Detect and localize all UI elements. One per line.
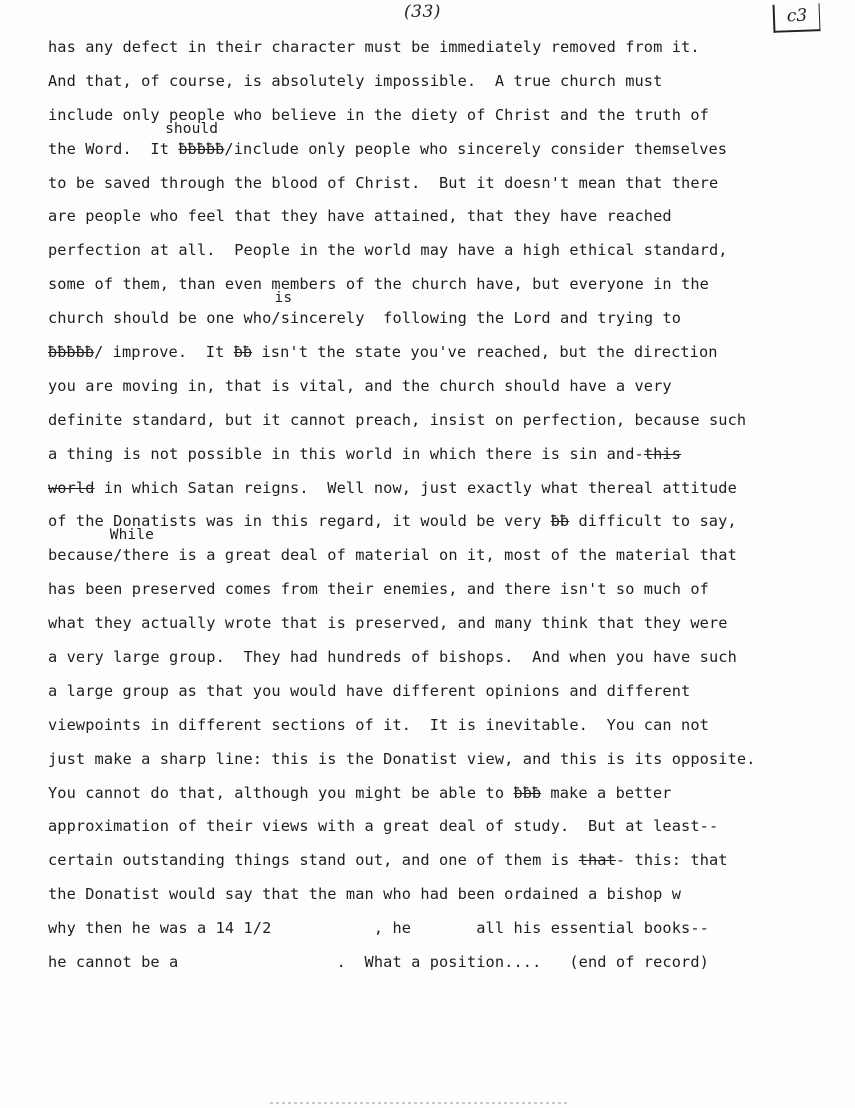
struck-out-text: ƀƀ — [233, 343, 253, 362]
text-line — [48, 475, 838, 509]
text-line — [48, 34, 838, 68]
line-text: just make a sharp line: this is the Donatist view, and this is its opposite. — [48, 749, 756, 768]
text-line — [48, 847, 838, 881]
struck-out-text: ƀƀƀ — [513, 783, 542, 802]
line-text: approximation of their views with a great deal of study. But at least-- — [48, 817, 719, 836]
line-text: he cannot be a . What a position.... (end of record) — [48, 953, 709, 972]
corner-mark: c3 — [773, 3, 821, 33]
struck-out-text: ƀƀƀƀƀ — [178, 139, 225, 158]
line-text: You cannot do that, although you might be able to — [48, 783, 514, 802]
line-text: what they actually wrote that is preserved, and many think that they were — [48, 614, 728, 633]
line-text: / improve. It — [94, 343, 234, 362]
text-line — [48, 441, 838, 475]
line-text: the Donatist would say that the man who had been ordained a bishop w — [48, 885, 682, 904]
scan-smudge — [270, 1102, 570, 1104]
text-line — [48, 373, 838, 407]
struck-out-text: ƀƀ — [550, 512, 570, 531]
line-text: include only people who believe in the diety of Christ and the truth of — [48, 105, 709, 124]
line-text: has any defect in their character must be immediately removed from it. — [48, 38, 700, 56]
line-text: because/ — [48, 546, 123, 565]
text-line — [48, 271, 838, 305]
line-text: to be saved through the blood of Christ. But it doesn't mean that there — [48, 173, 719, 192]
line-text: difficult to say, — [569, 512, 737, 531]
line-text: you are moving in, that is vital, and the church should have a very — [48, 376, 672, 395]
line-text: the Word. It — [48, 139, 179, 158]
text-line — [48, 407, 838, 441]
text-line — [48, 610, 838, 644]
text-line — [48, 813, 838, 847]
text-line — [48, 949, 838, 983]
text-line — [48, 780, 838, 814]
line-text: perfection at all. People in the world may have a high ethical standard, — [48, 241, 728, 260]
text-line — [48, 576, 838, 610]
page-number: (33) — [404, 2, 441, 22]
line-text: viewpoints in different sections of it. It is inevitable. You can not — [48, 715, 709, 734]
line-text: definite standard, but it cannot preach, insist on perfection, because such — [48, 410, 747, 429]
interlinear-insertion: is — [274, 290, 293, 307]
line-text: there is a great deal of material on it, most of the material that — [122, 546, 737, 565]
text-line — [48, 527, 838, 576]
text-line — [48, 339, 838, 373]
typed-text-body — [48, 34, 838, 983]
line-text: why then he was a 14 1/2 , he all his essential books-- — [48, 919, 709, 938]
struck-out-text: world — [48, 478, 95, 497]
line-text: a large group as that you would have different opinions and different — [48, 681, 691, 700]
text-line — [48, 644, 838, 678]
line-text: has been preserved comes from their enemies, and there isn't so much of — [48, 580, 709, 599]
line-text: are people who feel that they have attained, that they have reached — [48, 207, 672, 226]
line-text: sincerely following the Lord and trying to — [280, 309, 682, 328]
interlinear-insertion: should — [165, 120, 219, 137]
line-text: in which Satan reigns. Well now, just exactly what thereal attitude — [94, 478, 737, 497]
line-text: isn't the state you've reached, but the direction — [252, 343, 718, 362]
line-text: church should be one who/ — [48, 309, 281, 328]
line-text: - this: that — [615, 851, 728, 870]
text-line — [48, 508, 838, 542]
struck-out-text: ƀƀƀƀƀ — [48, 343, 95, 362]
text-line — [48, 203, 838, 237]
text-line — [48, 678, 838, 712]
text-line — [48, 915, 838, 949]
struck-out-text: that — [578, 851, 616, 870]
struck-out-text: this — [643, 444, 682, 463]
text-line — [48, 237, 838, 271]
line-text: a thing is not possible in this world in which there is sin and- — [48, 444, 644, 463]
interlinear-insertion: While — [109, 527, 154, 544]
line-text: some of them, than even members of the church have, but everyone in the — [48, 275, 709, 294]
text-line — [48, 170, 838, 204]
line-text: certain outstanding things stand out, and one of them is — [48, 851, 579, 870]
line-text: /include only people who sincerely consider themselves — [224, 139, 728, 158]
text-line — [48, 120, 838, 170]
text-line — [48, 881, 838, 915]
line-text: make a better — [541, 783, 672, 802]
line-text: And that, of course, is absolutely impossible. A true church must — [48, 71, 663, 90]
text-line — [48, 712, 838, 746]
text-line — [48, 290, 838, 339]
text-line — [48, 746, 838, 780]
text-line — [48, 68, 838, 102]
line-text: a very large group. They had hundreds of bishops. And when you have such — [48, 648, 737, 667]
line-text: of the Donatists was in this regard, it would be very — [48, 512, 551, 531]
